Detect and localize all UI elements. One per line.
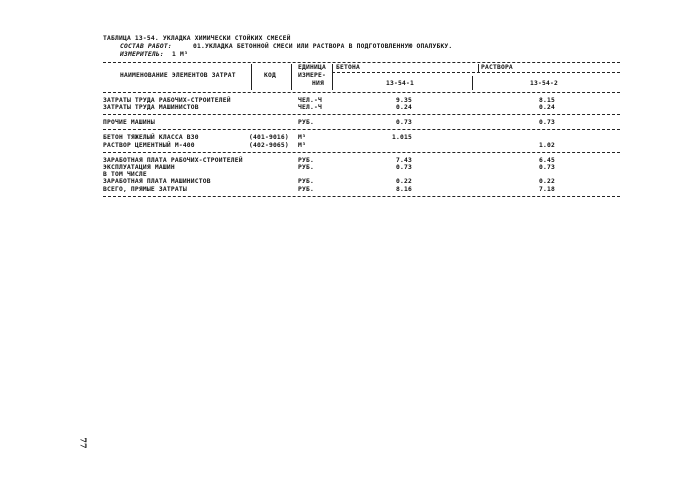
table-top-rule — [103, 62, 620, 63]
col-header-unit-1: ЕДИНИЦА — [298, 64, 326, 71]
row-unit: РУБ. — [298, 164, 314, 171]
work-composition-label: СОСТАВ РАБОТ: — [120, 43, 172, 50]
row-value-concrete: 9.35 — [396, 97, 412, 104]
table-bottom-rule — [103, 196, 620, 197]
col-header-code: КОД — [264, 72, 276, 79]
row-unit: М³ — [298, 142, 306, 149]
row-name: ЗАРАБОТНАЯ ПЛАТА МАШИНИСТОВ — [103, 178, 211, 185]
table-title: ТАБЛИЦА 13-54. УКЛАДКА ХИМИЧЕСКИ СТОЙКИХ СМЕСЕЙ — [103, 35, 291, 42]
row-value-concrete: 0.22 — [396, 178, 412, 185]
work-composition-text: 01.УКЛАДКА БЕТОННОЙ СМЕСИ ИЛИ РАСТВОРА В ПОДГОТОВЛЕННУЮ ОПАЛУБКУ. — [193, 43, 453, 50]
row-unit: РУБ. — [298, 119, 314, 126]
row-value-mortar: 0.22 — [539, 178, 555, 185]
col-header-unit-3: НИЯ — [312, 80, 324, 87]
row-value-mortar: 7.18 — [539, 186, 555, 193]
row-name: ЗАТРАТЫ ТРУДА МАШИНИСТОВ — [103, 104, 199, 111]
row-unit: ЧЕЛ.-Ч — [298, 104, 322, 111]
row-code: (401-9016) — [249, 134, 289, 141]
row-name: БЕТОН ТЯЖЕЛЫЙ КЛАССА В30 — [103, 134, 199, 141]
row-value-concrete: 0.73 — [396, 164, 412, 171]
row-value-concrete: 0.24 — [396, 104, 412, 111]
row-value-concrete: 0.73 — [396, 119, 412, 126]
group-rule — [332, 72, 620, 73]
row-name: РАСТВОР ЦЕМЕНТНЫЙ М-400 — [103, 142, 195, 149]
row-value-mortar: 6.45 — [539, 157, 555, 164]
col-sep-name — [251, 64, 252, 90]
col-header-unit-2: ИЗМЕРЕ- — [298, 72, 326, 79]
meter-label: ИЗМЕРИТЕЛЬ: — [120, 51, 164, 58]
col-header-group-concrete: БЕТОНА — [336, 64, 360, 71]
row-value-mortar: 0.24 — [539, 104, 555, 111]
col-sep-sub — [472, 76, 473, 90]
row-unit: РУБ. — [298, 178, 314, 185]
col-header-sub-1: 13-54-1 — [386, 80, 414, 87]
row-value-mortar: 0.73 — [539, 164, 555, 171]
row-value-mortar: 0.73 — [539, 119, 555, 126]
row-value-mortar: 8.15 — [539, 97, 555, 104]
col-sep-code — [291, 64, 292, 90]
col-header-name: НАИМЕНОВАНИЕ ЭЛЕМЕНТОВ ЗАТРАТ — [120, 72, 236, 79]
col-sep-group — [478, 64, 479, 72]
row-code: (402-9065) — [249, 142, 289, 149]
row-value-concrete: 1.015 — [392, 134, 412, 141]
row-unit: РУБ. — [298, 186, 314, 193]
meter-value: 1 М³ — [172, 51, 188, 58]
row-name: ЗАРАБОТНАЯ ПЛАТА РАБОЧИХ-СТРОИТЕЛЕЙ — [103, 157, 243, 164]
row-name: ВСЕГО, ПРЯМЫЕ ЗАТРАТЫ — [103, 186, 187, 193]
row-name: ЭКСПЛУАТАЦИЯ МАШИН — [103, 164, 175, 171]
col-sep-unit — [332, 64, 333, 90]
row-name: В ТОМ ЧИСЛЕ — [103, 171, 147, 178]
row-unit: ЧЕЛ.-Ч — [298, 97, 322, 104]
row-value-concrete: 7.43 — [396, 157, 412, 164]
row-unit: М³ — [298, 134, 306, 141]
col-header-group-mortar: РАСТВОРА — [481, 64, 513, 71]
section-rule — [103, 152, 620, 153]
row-name: ПРОЧИЕ МАШИНЫ — [103, 119, 155, 126]
section-rule — [103, 129, 620, 130]
col-header-sub-2: 13-54-2 — [530, 80, 558, 87]
table-header-bottom-rule — [103, 92, 620, 93]
page-number: 77 — [78, 437, 89, 449]
row-value-mortar: 1.02 — [539, 142, 555, 149]
row-unit: РУБ. — [298, 157, 314, 164]
row-name: ЗАТРАТЫ ТРУДА РАБОЧИХ-СТРОИТЕЛЕЙ — [103, 97, 231, 104]
row-value-concrete: 8.16 — [396, 186, 412, 193]
section-rule — [103, 114, 620, 115]
